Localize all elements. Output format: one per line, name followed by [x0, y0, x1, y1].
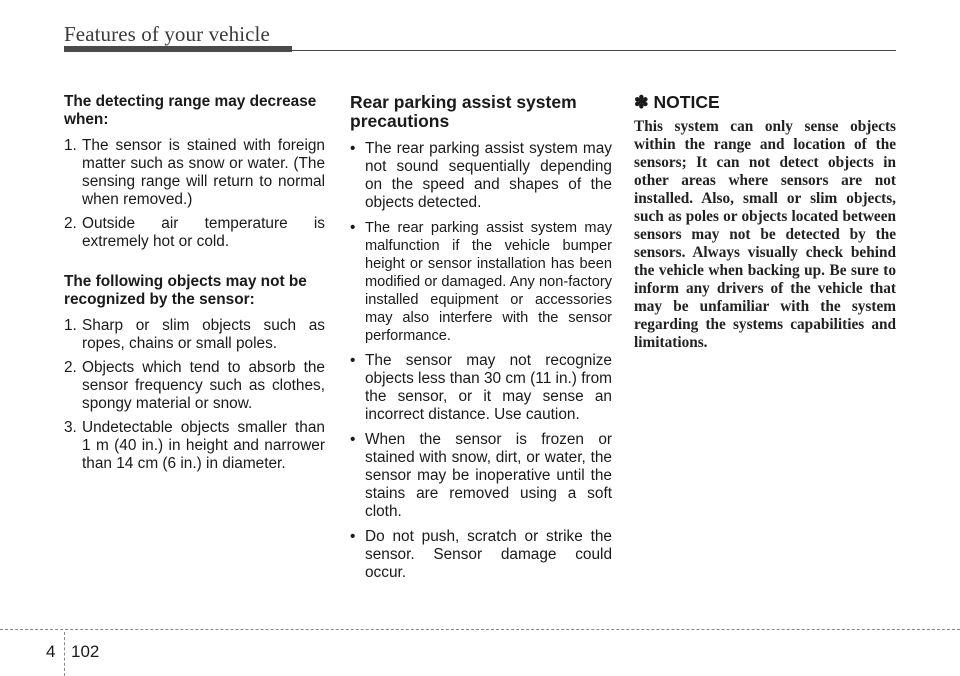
list-number: 1.: [64, 317, 77, 334]
list-number: 3.: [64, 419, 77, 436]
list-item-text: Outside air temperature is extremely hot or cold.: [82, 215, 325, 250]
asterisk-icon: ✽: [634, 92, 649, 112]
list-item-text: Sharp or slim objects such as ropes, chains or small poles.: [82, 317, 325, 352]
right-column: [634, 93, 896, 352]
list-item-text: When the sensor is frozen or stained with snow, dirt, or water, the sensor may be inoperative until the stains are removed using a soft cloth.: [365, 431, 612, 520]
header-accent-bar: [64, 46, 292, 52]
bullet-icon: •: [350, 352, 356, 369]
header-title: Features of your vehicle: [64, 22, 270, 46]
footer-divider: [64, 632, 65, 676]
footer-rule: [0, 629, 960, 630]
unrecognized-objects-list: [64, 317, 325, 473]
list-item: [64, 359, 325, 413]
list-item-text: The sensor is stained with foreign matter such as snow or water. (The sensing range will return to normal when removed.): [82, 137, 325, 208]
list-number: 2.: [64, 215, 77, 232]
list-item: [350, 219, 612, 345]
bullet-icon: •: [350, 528, 356, 545]
bullet-icon: •: [350, 219, 356, 236]
notice-title: NOTICE: [653, 92, 720, 112]
list-item: [350, 352, 612, 424]
bullet-icon: •: [350, 431, 356, 448]
list-item: [350, 140, 612, 212]
list-item: [350, 528, 612, 582]
list-item: [64, 215, 325, 251]
page-number: 102: [71, 642, 100, 661]
list-number: 2.: [64, 359, 77, 376]
list-item-text: The rear parking assist system may malfunction if the vehicle bumper height or sensor installation has been modified or damaged. Any non-factory installed equipment or accessories may also interfere with the sensor performance.: [365, 220, 612, 344]
detecting-range-list: [64, 137, 325, 251]
list-item: [64, 317, 325, 353]
list-item-text: The sensor may not recognize objects less than 30 cm (11 in.) from the sensor, or it may sense an incorrect distance. Use caution.: [365, 352, 612, 423]
section-title: Rear parking assist system precautions: [350, 92, 577, 131]
notice-body: This system can only sense objects within the range and location of the sensors; It can not detect objects in other areas where sensors are not installed. Also, small or slim objects, such as poles or objects located between sensors may not be detected by the sensors. Always visually check behind the vehicle when backing up. Be sure to inform any drivers of the vehicle that may be unfamiliar with the system regarding the systems capabilities and limitations.: [634, 118, 896, 351]
list-item: [64, 419, 325, 473]
list-item-text: Do not push, scratch or strike the sensor. Sensor damage could occur.: [365, 528, 612, 581]
bullet-icon: •: [350, 140, 356, 157]
list-item: [64, 137, 325, 209]
left-column: [64, 93, 325, 479]
unrecognized-objects-intro: The following objects may not be recognized by the sensor:: [64, 273, 307, 308]
notice-heading: [634, 93, 896, 112]
list-item: [350, 431, 612, 521]
list-item-text: The rear parking assist system may not sound sequentially depending on the speed and shapes of the objects detected.: [365, 140, 612, 211]
precautions-list: [350, 140, 612, 582]
detecting-range-intro: The detecting range may decrease when:: [64, 93, 317, 128]
list-item-text: Objects which tend to absorb the sensor frequency such as clothes, spongy material or snow.: [82, 359, 325, 412]
list-number: 1.: [64, 137, 77, 154]
chapter-number: 4: [46, 642, 56, 661]
list-item-text: Undetectable objects smaller than 1 m (40 in.) in height and narrower than 14 cm (6 in.) in diameter.: [82, 419, 325, 472]
middle-column: [350, 93, 612, 589]
